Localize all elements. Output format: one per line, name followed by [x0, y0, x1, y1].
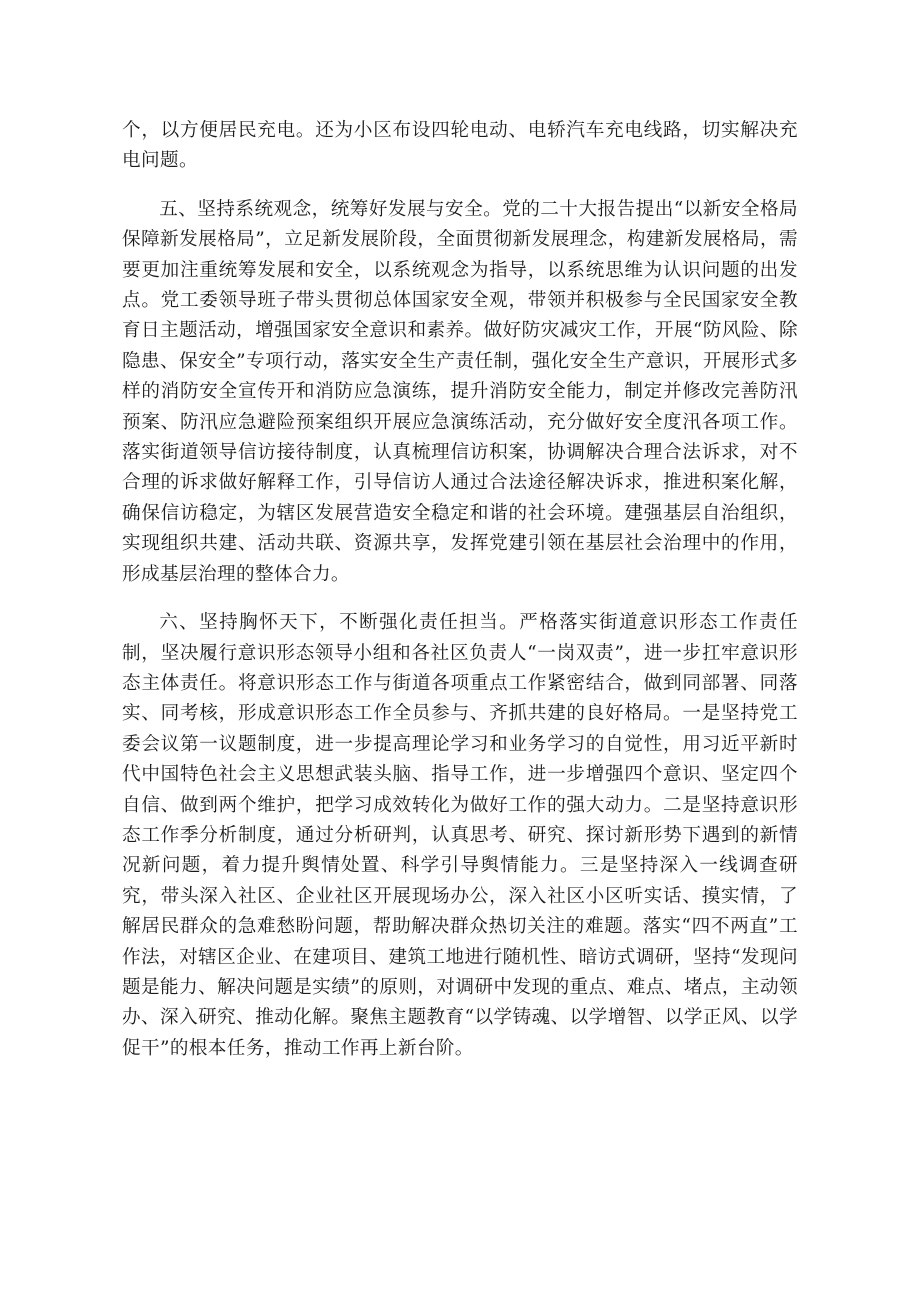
paragraph-gap [122, 590, 798, 608]
paragraph-section-six: 六、坚持胸怀天下，不断强化责任担当。严格落实街道意识形态工作责任制，坚决履行意识形态领导小组和各社区负责人“一岗双责”，进一步扛牢意识形态主体责任。将意识形态工作与街道各项重点工作紧密结合，做到同部署、同落实、同考核，形成意识形态工作全员参与、齐抓共建的良好格局。一是坚持党工委会议第一议题制度，进一步提高理论学习和业务学习的自觉性，用习近平新时代中国特色社会主义思想武装头脑、指导工作，进一步增强四个意识、坚定四个自信、做到两个维护，把学习成效转化为做好工作的强大动力。二是坚持意识形态工作季分析制度，通过分析研判，认真思考、研究、探讨新形势下遇到的新情况新问题，着力提升舆情处置、科学引导舆情能力。三是坚持深入一线调查研究，带头深入社区、企业社区开展现场办公，深入社区小区听实话、摸实情，了解居民群众的急难愁盼问题，帮助解决群众热切关注的难题。落实“四不两直”工作法，对辖区企业、在建项目、建筑工地进行随机性、暗访式调研，坚持“发现问题是能力、解决问题是实绩”的原则，对调研中发现的重点、难点、堵点，主动领办、深入研究、推动化解。聚焦主题教育“以学铸魂、以学增智、以学正风、以学促干”的根本任务，推动工作再上新台阶。 [122, 612, 798, 1059]
document-body [122, 116, 798, 1064]
paragraph-gap [122, 177, 798, 195]
paragraph-continuation: 个，以方便居民充电。还为小区布设四轮电动、电轿汽车充电线路，切实解决充电问题。 [122, 120, 798, 172]
paragraph-section-five: 五、坚持系统观念，统筹好发展与安全。党的二十大报告提出“以新安全格局保障新发展格局”，立足新发展阶段，全面贯彻新发展理念，构建新发展格局，需要更加注重统筹发展和安全，以系统观念为指导，以系统思维为认识问题的出发点。党工委领导班子带头贯彻总体国家安全观，带领并积极参与全民国家安全教育日主题活动，增强国家安全意识和素养。做好防灾减灾工作，开展“防风险、除隐患、保安全”专项行动，落实安全生产责任制，强化安全生产意识，开展形式多样的消防安全宣传开和消防应急演练，提升消防安全能力，制定并修改完善防汛预案、防汛应急避险预案组织开展应急演练活动，充分做好安全度汛各项工作。落实街道领导信访接待制度，认真梳理信访积案，协调解决合理合法诉求，对不合理的诉求做好解释工作，引导信访人通过合法途径解决诉求，推进积案化解，确保信访稳定，为辖区发展营造安全稳定和谐的社会环境。建强基层自治组织，实现组织共建、活动共联、资源共享，发挥党建引领在基层社会治理中的作用，形成基层治理的整体合力。 [122, 198, 798, 585]
